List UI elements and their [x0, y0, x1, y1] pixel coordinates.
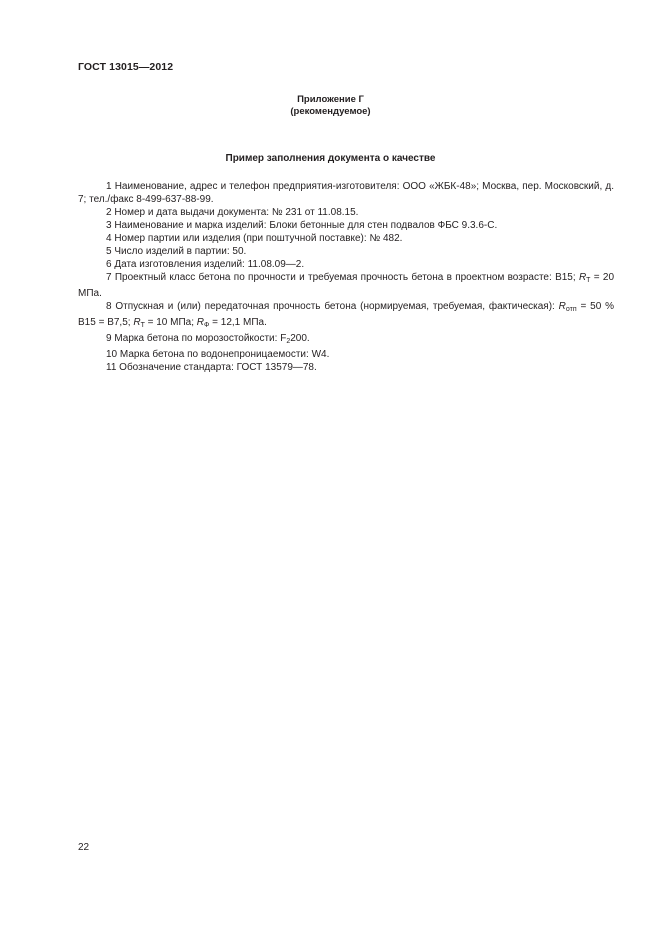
list-item-5: 5 Число изделий в партии: 50.	[106, 246, 247, 257]
release-strength-symbol: R	[558, 301, 566, 312]
list-item-1: 1 Наименование, адрес и телефон предприятия-изготовителя: ООО «ЖБК-48»; Москва, пер. Московский, д. 7; тел./факс 8-499-637-88-99.	[78, 181, 614, 205]
actual-strength-subscript: Ф	[204, 322, 210, 329]
frost-subscript: 2	[286, 338, 291, 345]
strength-symbol: R	[578, 272, 587, 283]
annex-title: Приложение Г	[297, 94, 364, 105]
list-item-3: 3 Наименование и марка изделий: Блоки бетонные для стен подвалов ФБС 9.3.6-С.	[106, 220, 498, 231]
annex-status: (рекомендуемое)	[290, 105, 371, 117]
list-item-4: 4 Номер партии или изделия (при поштучной поставке): № 482.	[106, 233, 403, 244]
actual-strength-symbol: R	[196, 317, 205, 328]
item-7-text: 7 Проектный класс бетона по прочности и требуемая прочность бетона в проектном возрасте: B15;	[106, 272, 576, 283]
frost-value: 200.	[290, 333, 310, 344]
release-strength-subscript: отп	[565, 306, 577, 313]
list-item-2: 2 Номер и дата выдачи документа: № 231 от 11.08.15.	[106, 207, 359, 218]
list-item-6: 6 Дата изготовления изделий: 11.08.09—2.	[106, 259, 305, 270]
page-number: 22	[78, 842, 90, 853]
actual-strength-value: = 12,1 МПа.	[212, 317, 267, 328]
document-body	[78, 180, 614, 374]
required-strength-subscript: Т	[140, 322, 145, 329]
list-item-11: 11 Обозначение стандарта: ГОСТ 13579—78.	[106, 362, 317, 373]
release-strength-value: = 50 % B15 = B7,5;	[78, 301, 615, 328]
item-8-text: 8 Отпускная и (или) передаточная прочность бетона (нормируемая, требуемая, фактическая):	[106, 301, 555, 312]
page-header: ГОСТ 13015—2012	[78, 61, 174, 73]
list-item-7	[78, 271, 614, 300]
list-item-10: 10 Марка бетона по водонепроницаемости: W4.	[106, 349, 330, 360]
section-title: Пример заполнения документа о качестве	[225, 153, 436, 164]
strength-value: = 20 МПа.	[78, 272, 614, 299]
list-item-8	[78, 300, 614, 332]
strength-subscript: Т	[586, 277, 591, 284]
required-strength-value: = 10 МПа;	[147, 317, 195, 328]
list-item-9	[78, 332, 614, 348]
required-strength-symbol: R	[133, 317, 141, 328]
item-9-text: 9 Марка бетона по морозостойкости: F	[106, 333, 287, 344]
annex-heading	[0, 94, 661, 117]
